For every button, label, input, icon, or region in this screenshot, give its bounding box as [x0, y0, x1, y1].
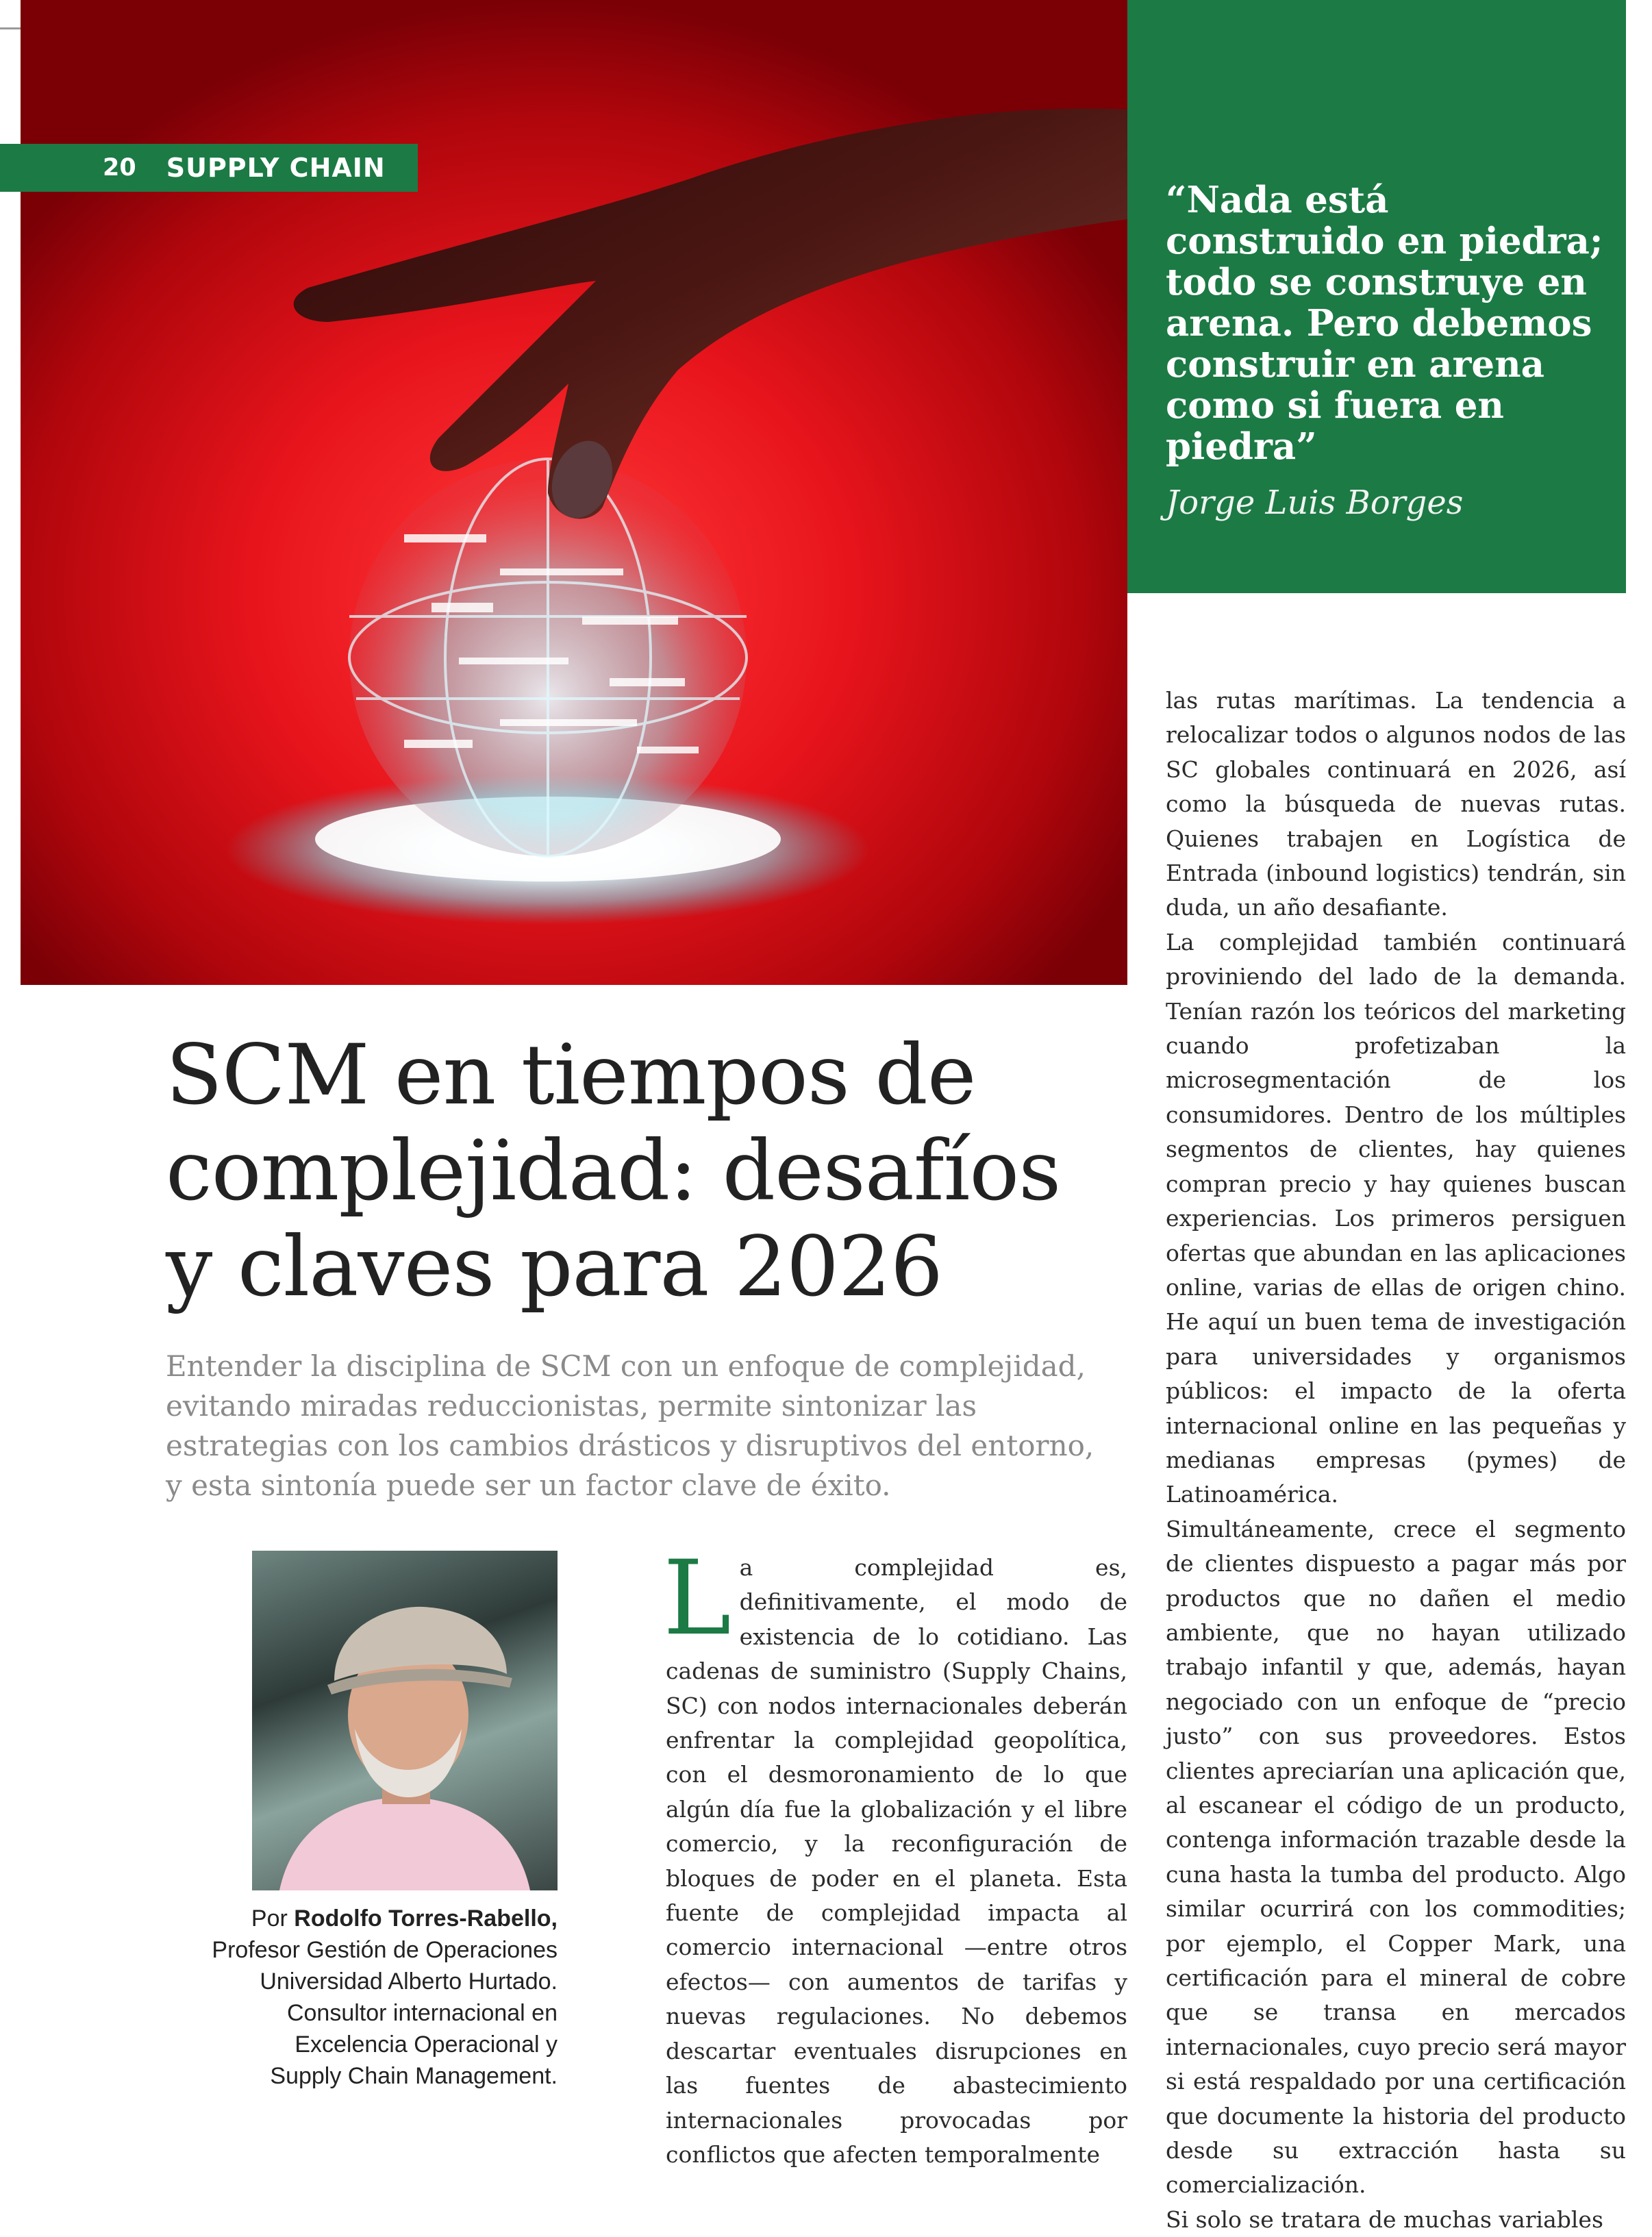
page-number: 20 [103, 154, 136, 182]
paragraph-3: Simultáneamente, crece el segmento de clientes dispuesto a pagar más por productos que no dañen el medio ambiente, que no hayan utilizado trabajo infantil y que, además, hayan negociado con un enfoque de “precio justo” con sus proveedores. Estos clientes apreciarían una aplicación que, al escanear el código de un producto, contenga información trazable desde la cuna hasta la tumba del producto. Algo similar ocurrirá con los commodities; por ejemplo, el Copper Mark, una certificación para el mineral de cobre que se transa en mercados internacionales, cuyo precio será mayor si está respaldado por una certificación que documente la historia del producto desde su extracción hasta su comercialización. [1166, 1515, 1626, 2199]
paragraph-intro: a complejidad es, definitivamente, el modo de existencia de lo cotidiano. Las cadenas de suministro (Supply Chains, SC) con nodos internacionales deberán enfrentar la complejidad geopolítica, con el desmoronamiento de lo que algún día fue la globalización y el libre comercio, y la reconfiguración de bloques de poder en el planeta. Esta fuente de complejidad impacta al comercio internacional —entre otros efectos— con aumentos de tarifas y nuevas regulaciones. No debemos descartar eventuales disrupciones en las fuentes de abastecimiento internacionales provocadas por conflictos que afecten temporalmente [666, 1554, 1127, 2168]
quote-text: “Nada está construido en piedra; todo se construye en arena. Pero debemos construir en arena como si fuera en piedra” [1166, 179, 1603, 468]
paragraph-4: Si solo se tratara de muchas variables [1166, 2205, 1603, 2233]
byline-name-line [201, 1903, 558, 1934]
paragraph-1: las rutas marítimas. La tendencia a relocalizar todos o algunos nodos de las SC globales continuará en 2026, así como la búsqueda de nuevas rutas. Quienes trabajen en Logística de Entrada (inbound logistics) tendrán, sin duda, un año desafiante. [1166, 687, 1626, 921]
byline-role: Profesor Gestión de Operaciones [212, 1937, 558, 1963]
author-portrait [252, 1551, 558, 1890]
byline-consultant: Consultor internacional en [286, 2000, 558, 2026]
article-deck: Entender la disciplina de SCM con un enfoque de complejidad, evitando miradas reduccionistas, permite sintonizar las estrategias con los cambios drásticos y disruptivos del entorno, y esta sintonía puede ser un factor clave de éxito. [166, 1349, 1094, 1502]
article-title: SCM en tiempos de complejidad: desafíos y claves para 2026 [166, 1027, 1061, 1315]
author-photo [252, 1551, 558, 1890]
byline-scm: Supply Chain Management. [270, 2063, 558, 2089]
paragraph-2: La complejidad también continuará proviniendo del lado de la demanda. Tenían razón los teóricos del marketing cuando profetizaban la microsegmentación de los consumidores. Dentro de los múltiples segmentos de clientes, hay quienes compran precio y hay quienes buscan experiencias. Los primeros persiguen ofertas que abundan en las aplicaciones online, varias de ellas de origen chino. He aquí un buen tema de investigación para universidades y organismos públicos: el impacto de la oferta internacional online en las pequeñas y medianas empresas (pymes) de Latinoamérica. [1166, 928, 1626, 1508]
drop-cap: L [663, 1539, 731, 1658]
section-label: SUPPLY CHAIN [166, 153, 386, 183]
author-name: Rodolfo Torres-Rabello, [294, 1905, 558, 1932]
section-band [0, 144, 418, 192]
byline-excellence: Excelencia Operacional y [295, 2032, 558, 2058]
quote-box [1127, 0, 1626, 593]
quote-author: Jorge Luis Borges [1166, 484, 1464, 522]
body-column-left [663, 1539, 1127, 2172]
byline-university: Universidad Alberto Hurtado. [260, 1969, 558, 1995]
author-byline [201, 1903, 558, 2092]
byline-prefix: Por [251, 1905, 288, 1932]
body-column-right [1166, 684, 1626, 2237]
